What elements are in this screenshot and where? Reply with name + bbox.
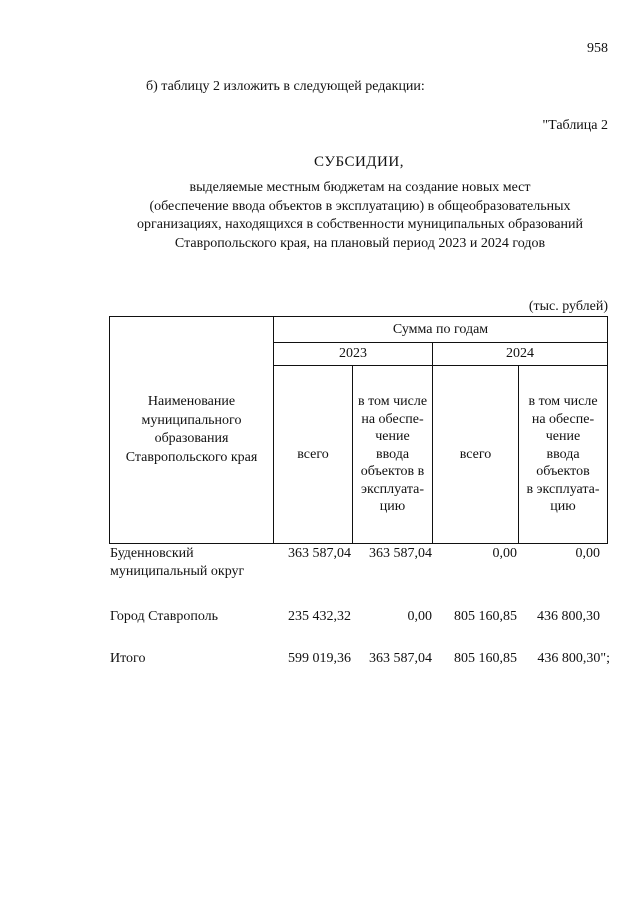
- header-municipality-name: Наименование муниципального образования Ставропольского края: [110, 317, 274, 544]
- row-2024-total: 0,00: [492, 546, 517, 561]
- row-2024-including: 0,00: [575, 546, 600, 561]
- row-2023-total: 235 432,32: [288, 609, 351, 624]
- subtitle-line: Ставропольского края, на плановый период 2023 и 2024 годов: [174, 235, 546, 251]
- row-municipality-name: Город Ставрополь: [110, 609, 219, 624]
- header-2023-including: в том числе на обеспе- чение ввода объектов в эксплуата- цию: [353, 366, 433, 544]
- header-year-2024: 2024: [433, 343, 608, 366]
- header-sum-by-years: Сумма по годам: [274, 317, 608, 343]
- row-2024-total: 805 160,85: [454, 609, 517, 624]
- header-year-2023: 2023: [274, 343, 433, 366]
- subtitle-line: организациях, находящихся в собственности муниципальных образований: [137, 217, 583, 232]
- row-2023-including: 363 587,04: [369, 651, 432, 666]
- table-reference: "Таблица 2: [542, 118, 608, 133]
- header-2024-total: всего: [433, 366, 519, 544]
- units-label: (тыс. рублей): [528, 299, 608, 314]
- row-municipality-name: Буденновский муниципальный округ: [110, 546, 245, 579]
- subtitle-line: (обеспечение ввода объектов в эксплуатацию) в общеобразовательных: [149, 198, 571, 214]
- row-2024-including: 436 800,30: [537, 609, 600, 624]
- row-2023-total: 363 587,04: [288, 546, 351, 561]
- instruction-text: б) таблицу 2 изложить в следующей редакции:: [146, 79, 425, 94]
- row-2023-total: 599 019,36: [288, 651, 351, 666]
- row-2024-total: 805 160,85: [454, 651, 517, 666]
- page-number: 958: [587, 41, 608, 56]
- subtitle-line: выделяемые местным бюджетам на создание новых мест: [189, 180, 531, 195]
- row-2023-including: 363 587,04: [369, 546, 432, 561]
- header-2023-total: всего: [274, 366, 353, 544]
- row-municipality-name: Итого: [110, 651, 146, 666]
- subsidies-table-header: [109, 316, 608, 544]
- row-2024-including: 436 800,30";: [537, 651, 610, 666]
- row-2023-including: 0,00: [407, 609, 432, 624]
- header-2024-including: в том числе на обеспе- чение ввода объектов в эксплуата- цию: [519, 366, 608, 544]
- document-subtitle: [90, 179, 630, 253]
- document-title: СУБСИДИИ,: [314, 154, 404, 170]
